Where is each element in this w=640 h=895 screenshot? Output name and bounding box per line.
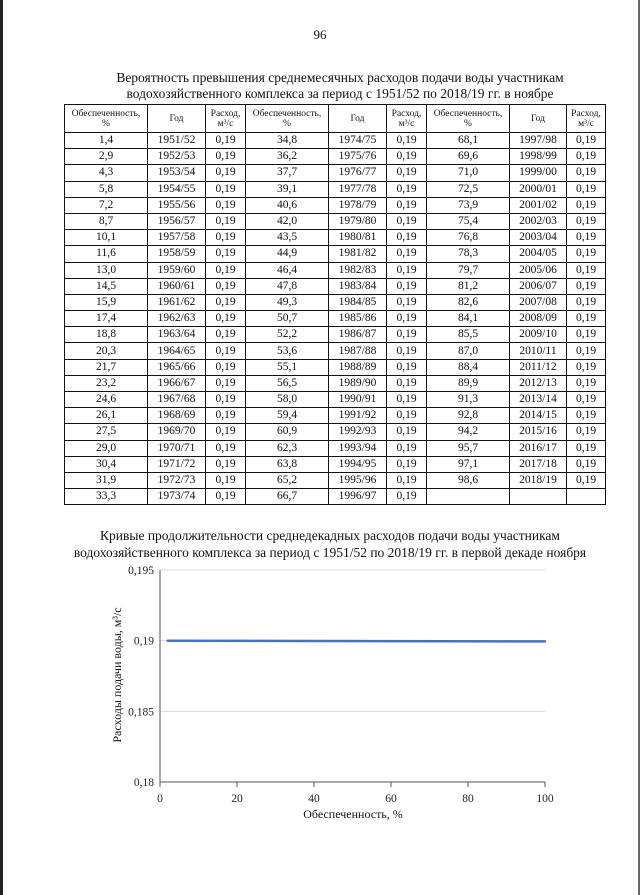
table-cell: 66,7 [246,489,329,505]
table-cell: 0,19 [206,472,246,488]
table-cell: 26,1 [65,408,148,424]
table-cell: 0,19 [206,246,246,262]
table-cell: 2006/07 [510,278,567,294]
table-cell: 0,19 [567,327,606,343]
table-cell: 1953/54 [148,165,206,181]
table-cell: 58,0 [246,392,329,408]
table-cell: 0,19 [206,489,246,505]
table-cell: 1980/81 [329,230,387,246]
table-cell: 18,8 [65,327,148,343]
table-cell: 0,19 [206,327,246,343]
table-row [65,440,606,456]
table-cell: 1999/00 [510,165,567,181]
table-cell: 1954/55 [148,181,206,197]
header-cell: Расход, м³/с [567,105,606,133]
table-cell: 0,19 [387,408,427,424]
table-cell: 1970/71 [148,440,206,456]
table-cell: 0,19 [387,133,427,149]
table-row [65,278,606,294]
header-cell: Обеспеченность, % [427,105,510,133]
table-cell: 15,9 [65,294,148,310]
table-cell: 24,6 [65,392,148,408]
table-cell: 0,19 [206,408,246,424]
duration-curve-chart [0,560,640,835]
table-cell: 1965/66 [148,359,206,375]
table-cell: 1975/76 [329,149,387,165]
table-cell: 33,3 [65,489,148,505]
table-cell: 52,2 [246,327,329,343]
table-cell: 82,6 [427,294,510,310]
table-cell: 39,1 [246,181,329,197]
table-cell: 14,5 [65,278,148,294]
table-cell: 2014/15 [510,408,567,424]
table-cell: 0,19 [206,133,246,149]
table-cell: 1977/78 [329,181,387,197]
table-cell: 21,7 [65,359,148,375]
table-row [65,408,606,424]
table-cell: 0,19 [387,311,427,327]
table-header-row [65,105,606,133]
table-cell: 0,19 [387,489,427,505]
table-cell: 2005/06 [510,262,567,278]
table-cell: 95,7 [427,440,510,456]
table-cell: 1955/56 [148,197,206,213]
table-cell: 50,7 [246,311,329,327]
table-cell: 0,19 [567,246,606,262]
table-cell: 0,19 [567,343,606,359]
table-cell: 1969/70 [148,424,206,440]
table-cell: 0,19 [206,262,246,278]
table-cell [427,489,510,505]
table-cell: 1972/73 [148,472,206,488]
table-cell: 0,19 [567,181,606,197]
table-cell: 87,0 [427,343,510,359]
table-row [65,311,606,327]
table-cell [567,489,606,505]
table-cell: 98,6 [427,472,510,488]
table-cell: 1988/89 [329,359,387,375]
table-cell: 2015/16 [510,424,567,440]
table-cell: 2008/09 [510,311,567,327]
probability-table-wrap [64,104,606,505]
table-cell: 1992/93 [329,424,387,440]
table-cell: 2001/02 [510,197,567,213]
table-cell: 0,19 [206,311,246,327]
table-row [65,392,606,408]
table-cell: 5,8 [65,181,148,197]
table-cell: 0,19 [387,246,427,262]
table-row [65,262,606,278]
table-cell: 0,19 [567,197,606,213]
x-tick-label: 40 [308,793,320,805]
table-cell: 65,2 [246,472,329,488]
table-cell: 59,4 [246,408,329,424]
table-cell: 13,0 [65,262,148,278]
table-cell: 0,19 [387,440,427,456]
table-cell: 0,19 [567,311,606,327]
table-cell: 1985/86 [329,311,387,327]
table-cell: 1973/74 [148,489,206,505]
table-cell: 2016/17 [510,440,567,456]
table-title-line-1: Вероятность превышения среднемесячных расходов подачи воды участникам [116,70,564,85]
table-cell: 97,1 [427,456,510,472]
table-cell: 0,19 [387,327,427,343]
table-cell: 1981/82 [329,246,387,262]
table-cell: 1983/84 [329,278,387,294]
table-cell: 78,3 [427,246,510,262]
table-cell: 0,19 [567,133,606,149]
table-cell: 1971/72 [148,456,206,472]
table-cell: 0,19 [387,392,427,408]
table-cell: 27,5 [65,424,148,440]
chart-title [40,527,620,561]
table-cell: 0,19 [567,359,606,375]
table-cell: 2002/03 [510,213,567,229]
table-cell: 2007/08 [510,294,567,310]
table-cell: 1982/83 [329,262,387,278]
table-cell: 0,19 [387,456,427,472]
header-cell: Год [510,105,567,133]
y-tick-label: 0,195 [128,565,154,577]
table-cell: 0,19 [387,424,427,440]
x-tick-label: 0 [157,793,163,805]
table-cell: 1967/68 [148,392,206,408]
table-cell: 1984/85 [329,294,387,310]
table-cell: 0,19 [206,392,246,408]
table-cell: 63,8 [246,456,329,472]
header-cell: Год [329,105,387,133]
table-cell: 42,0 [246,213,329,229]
header-cell: Год [148,105,206,133]
table-cell: 0,19 [567,213,606,229]
table-cell: 23,2 [65,375,148,391]
table-cell: 1979/80 [329,213,387,229]
table-cell: 0,19 [387,165,427,181]
table-cell: 10,1 [65,230,148,246]
table-cell: 1964/65 [148,343,206,359]
table-cell: 1956/57 [148,213,206,229]
table-cell: 91,3 [427,392,510,408]
table-cell: 85,5 [427,327,510,343]
x-tick-label: 100 [536,793,554,805]
table-cell: 60,9 [246,424,329,440]
y-axis-title: Расходы подачи воды, м³/с [110,607,124,743]
table-row [65,230,606,246]
table-row [65,181,606,197]
table-cell: 0,19 [567,424,606,440]
table-row [65,343,606,359]
table-cell: 0,19 [567,165,606,181]
table-cell: 0,19 [387,181,427,197]
table-cell: 49,3 [246,294,329,310]
table-cell: 53,6 [246,343,329,359]
header-cell: Обеспеченность, % [246,105,329,133]
table-cell: 0,19 [387,294,427,310]
table-cell: 1995/96 [329,472,387,488]
table-cell: 4,3 [65,165,148,181]
table-row [65,197,606,213]
chart-title-line-2: водохозяйственного комплекса за период с 1951/52 по 2018/19 гг. в первой декаде ноября [73,545,587,560]
table-cell: 0,19 [567,456,606,472]
table-cell: 1976/77 [329,165,387,181]
table-cell: 0,19 [206,456,246,472]
page-number: 96 [313,27,327,42]
table-cell: 1991/92 [329,408,387,424]
table-row [65,133,606,149]
table-cell: 1968/69 [148,408,206,424]
table-cell: 0,19 [387,278,427,294]
table-cell: 0,19 [387,472,427,488]
table-cell: 1,4 [65,133,148,149]
table-cell: 0,19 [206,294,246,310]
table-cell: 40,6 [246,197,329,213]
table-cell: 1990/91 [329,392,387,408]
table-cell: 1993/94 [329,440,387,456]
table-cell [510,489,567,505]
table-cell: 0,19 [567,392,606,408]
table-cell: 34,8 [246,133,329,149]
table-cell: 37,7 [246,165,329,181]
table-cell: 0,19 [206,375,246,391]
table-cell: 47,8 [246,278,329,294]
table-cell: 1961/62 [148,294,206,310]
x-tick-label: 80 [462,793,474,805]
table-cell: 0,19 [206,278,246,294]
table-row [65,246,606,262]
table-cell: 0,19 [567,294,606,310]
x-axis-title: Обеспеченность, % [303,807,403,821]
chart-title-line-1: Кривые продолжительности среднедекадных расходов подачи воды участникам [100,528,560,543]
table-cell: 1994/95 [329,456,387,472]
table-cell: 1957/58 [148,230,206,246]
table-cell: 1951/52 [148,133,206,149]
table-cell: 0,19 [567,375,606,391]
table-cell: 0,19 [387,343,427,359]
table-cell: 0,19 [206,181,246,197]
table-title [60,70,620,102]
table-row [65,375,606,391]
header-cell: Расход, м³/с [206,105,246,133]
table-cell: 11,6 [65,246,148,262]
series-layer [168,641,545,642]
x-tick-label: 20 [231,793,243,805]
table-cell: 1959/60 [148,262,206,278]
table-cell: 30,4 [65,456,148,472]
table-cell: 46,4 [246,262,329,278]
table-row [65,165,606,181]
table-cell: 0,19 [387,359,427,375]
table-cell: 2013/14 [510,392,567,408]
table-row [65,327,606,343]
table-cell: 36,2 [246,149,329,165]
table-cell: 17,4 [65,311,148,327]
table-cell: 89,9 [427,375,510,391]
table-cell: 0,19 [206,440,246,456]
table-cell: 0,19 [567,230,606,246]
table-row [65,489,606,505]
table-cell: 2010/11 [510,343,567,359]
table-cell: 0,19 [567,408,606,424]
header-cell: Обеспеченность, % [65,105,148,133]
table-row [65,213,606,229]
table-cell: 0,19 [206,197,246,213]
table-cell: 0,19 [206,424,246,440]
table-cell: 2018/19 [510,472,567,488]
table-cell: 0,19 [567,149,606,165]
table-cell: 0,19 [567,472,606,488]
table-cell: 56,5 [246,375,329,391]
table-cell: 8,7 [65,213,148,229]
table-row [65,294,606,310]
table-cell: 62,3 [246,440,329,456]
table-title-line-2: водохозяйственного комплекса за период с 1951/52 по 2018/19 гг. в ноябре [126,86,554,101]
table-cell: 0,19 [206,230,246,246]
table-cell: 73,9 [427,197,510,213]
table-cell: 92,8 [427,408,510,424]
probability-table [64,104,606,505]
table-cell: 0,19 [206,165,246,181]
table-cell: 1958/59 [148,246,206,262]
table-cell: 1960/61 [148,278,206,294]
table-cell: 0,19 [206,213,246,229]
table-cell: 0,19 [206,149,246,165]
table-row [65,424,606,440]
table-cell: 2011/12 [510,359,567,375]
table-cell: 7,2 [65,197,148,213]
table-cell: 2017/18 [510,456,567,472]
table-cell: 0,19 [387,149,427,165]
table-cell: 0,19 [567,440,606,456]
table-cell: 68,1 [427,133,510,149]
y-tick-label: 0,19 [133,635,154,648]
series-line [168,641,545,642]
axis-layer [128,565,554,805]
table-cell: 44,9 [246,246,329,262]
table-cell: 1966/67 [148,375,206,391]
table-cell: 0,19 [206,343,246,359]
table-cell: 71,0 [427,165,510,181]
y-tick-label: 0,185 [128,706,154,719]
table-cell: 55,1 [246,359,329,375]
table-cell: 1998/99 [510,149,567,165]
table-cell: 43,5 [246,230,329,246]
table-cell: 94,2 [427,424,510,440]
table-cell: 2,9 [65,149,148,165]
table-cell: 0,19 [387,197,427,213]
table-cell: 76,8 [427,230,510,246]
table-cell: 1952/53 [148,149,206,165]
table-cell: 0,19 [387,375,427,391]
table-cell: 1963/64 [148,327,206,343]
table-cell: 2000/01 [510,181,567,197]
table-cell: 1997/98 [510,133,567,149]
table-cell: 0,19 [206,359,246,375]
table-cell: 0,19 [567,278,606,294]
table-cell: 1978/79 [329,197,387,213]
table-cell: 72,5 [427,181,510,197]
table-cell: 2009/10 [510,327,567,343]
table-cell: 69,6 [427,149,510,165]
table-cell: 1996/97 [329,489,387,505]
table-cell: 0,19 [387,262,427,278]
table-cell: 75,4 [427,213,510,229]
table-cell: 1974/75 [329,133,387,149]
table-cell: 88,4 [427,359,510,375]
table-cell: 2004/05 [510,246,567,262]
table-cell: 2012/13 [510,375,567,391]
table-cell: 2003/04 [510,230,567,246]
y-tick-label: 0,18 [133,777,154,789]
table-row [65,456,606,472]
table-row [65,472,606,488]
table-cell: 29,0 [65,440,148,456]
table-cell: 1962/63 [148,311,206,327]
table-cell: 81,2 [427,278,510,294]
x-tick-label: 60 [385,793,397,805]
table-body [65,133,606,505]
table-cell: 1987/88 [329,343,387,359]
table-cell: 0,19 [567,262,606,278]
table-row [65,149,606,165]
table-cell: 20,3 [65,343,148,359]
table-cell: 0,19 [387,230,427,246]
table-cell: 31,9 [65,472,148,488]
header-cell: Расход, м³/с [387,105,427,133]
table-cell: 1986/87 [329,327,387,343]
table-cell: 1989/90 [329,375,387,391]
table-row [65,359,606,375]
table-cell: 84,1 [427,311,510,327]
table-cell: 79,7 [427,262,510,278]
table-cell: 0,19 [387,213,427,229]
